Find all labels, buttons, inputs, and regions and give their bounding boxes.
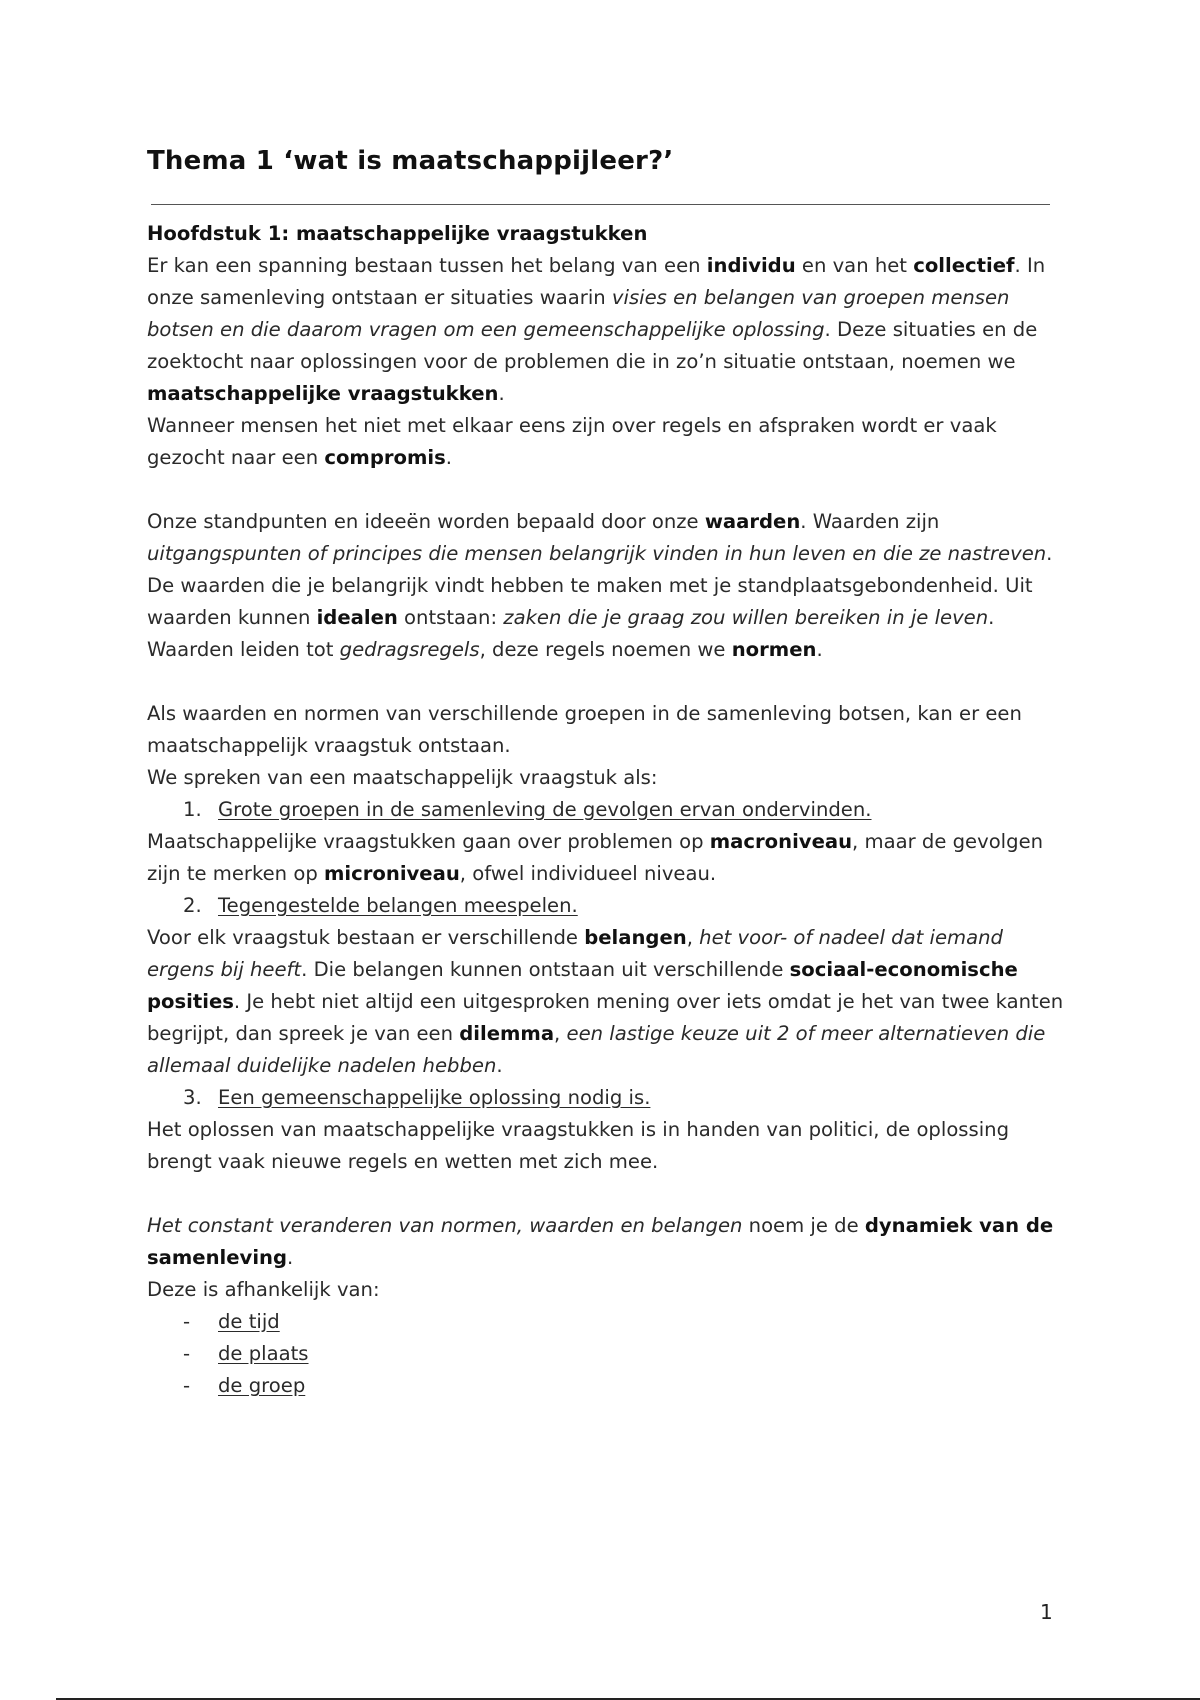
list-marker: 2. [183,894,202,917]
criteria-item-1 [147,794,1067,826]
criteria-text-1 [147,826,1067,890]
paragraph-dynamiek [147,1210,1067,1274]
list-marker: 3. [183,1086,202,1109]
term-dynamiek: dynamiek van de samenleving [147,1214,1054,1269]
dependency-label: de plaats [218,1342,309,1365]
text-span: en van het [795,254,914,277]
text-span: ontstaan: [397,606,504,629]
text-span: Onze standpunten en ideeën worden bepaald door onze [147,510,705,533]
text-span: . Deze situaties en de zoektocht naar oplossingen voor de problemen die in zo’n situatie ontstaan, noemen we [147,318,1038,373]
emphasis-text: visies en belangen van groepen mensen botsen en die daarom vragen om een gemeenschappelijke oplossing [147,286,1010,341]
document-body [147,218,1067,1402]
term-sociaal-economische-posities: sociaal-economische posities [147,958,1018,1013]
term-microniveau: microniveau [324,862,460,885]
text-span: . Die belangen kunnen ontstaan uit verschillende [301,958,790,981]
text-span: Maatschappelijke vraagstukken gaan over problemen op [147,830,710,853]
text-span: Voor elk vraagstuk bestaan er verschillende [147,926,585,949]
paragraph-botsen: Als waarden en normen van verschillende groepen in de samenleving botsen, kan er een maatschappelijk vraagstuk ontstaan. [147,702,1022,757]
emphasis-text: gedragsregels [339,638,480,661]
text-span: . [445,446,453,469]
document-title: Thema 1 ‘wat is maatschappijleer?’ [147,146,674,176]
emphasis-text: Het constant veranderen van normen, waarden en belangen [147,1214,743,1237]
paragraph-waarden [147,506,1067,666]
paragraph-spacer [147,666,1067,698]
page-number: 1 [1040,1600,1053,1624]
term-collectief: collectief [913,254,1015,277]
chapter-heading: Hoofdstuk 1: maatschappelijke vraagstukken [147,222,648,245]
criteria-item-2 [147,890,1067,922]
term-compromis: compromis [324,446,446,469]
term-waarden: waarden [704,510,801,533]
term-macroniveau: macroniveau [709,830,853,853]
list-marker: - [183,1342,191,1365]
text-span: , deze regels noemen we [479,638,732,661]
text-span: . [816,638,823,661]
text-span: . [496,1054,503,1077]
emphasis-text: zaken die je graag zou willen bereiken in je leven [503,606,989,629]
text-span: Er kan een spanning bestaan tussen het belang van een [147,254,707,277]
text-span: Wanneer mensen het niet met elkaar eens zijn over regels en afspraken wordt er vaak gezocht naar een [147,414,997,469]
text-span: . In onze samenleving ontstaan er situaties waarin [147,254,1046,309]
text-span: . Waarden leiden tot [147,606,995,661]
term-dilemma: dilemma [459,1022,555,1045]
dependency-item [147,1338,1067,1370]
paragraph-individual-collective [147,250,1067,410]
dependency-label: de groep [218,1374,306,1397]
paragraph-afhankelijk: Deze is afhankelijk van: [147,1278,380,1301]
criteria-text-2 [147,922,1067,1082]
text-span: , [554,1022,567,1045]
list-marker: 1. [183,798,202,821]
term-maatschappelijke-vraagstukken: maatschappelijke vraagstukken [147,382,499,405]
text-span: noem je de [742,1214,865,1237]
paragraph-spacer [147,474,1067,506]
term-idealen: idealen [316,606,398,629]
term-belangen: belangen [584,926,687,949]
term-normen: normen [731,638,817,661]
criteria-label: Grote groepen in de samenleving de gevolgen ervan ondervinden. [218,798,872,821]
dependency-label: de tijd [218,1310,280,1333]
term-individu: individu [706,254,796,277]
text-span: . Je hebt niet altijd een uitgesproken mening over iets omdat je het van twee kanten begrijpt, dan spreek je van een [147,990,1064,1045]
criteria-text-3: Het oplossen van maatschappelijke vraagstukken is in handen van politici, de oplossing brengt vaak nieuwe regels en wetten met zich mee. [147,1118,1010,1173]
text-span: . [287,1246,294,1269]
criteria-label: Een gemeenschappelijke oplossing nodig is. [218,1086,651,1109]
text-span: , maar de gevolgen zijn te merken op [147,830,1044,885]
text-span: , [686,926,700,949]
paragraph-compromis [147,410,1067,474]
criteria-item-3 [147,1082,1067,1114]
list-marker: - [183,1374,191,1397]
text-span: . Waarden zijn [800,510,940,533]
dependency-item [147,1370,1067,1402]
list-marker: - [183,1310,191,1333]
paragraph-criteria-intro: We spreken van een maatschappelijk vraagstuk als: [147,766,658,789]
dependency-item [147,1306,1067,1338]
emphasis-text: een lastige keuze uit 2 of meer alternatieven die allemaal duidelijke nadelen hebben [147,1022,1046,1077]
emphasis-text: het voor- of nadeel dat iemand ergens bij heeft [147,926,1003,981]
title-divider [151,204,1050,205]
paragraph-spacer [147,1178,1067,1210]
text-span: . [498,382,505,405]
emphasis-text: uitgangspunten of principes die mensen belangrijk vinden in hun leven en die ze nastreven [147,542,1047,565]
criteria-label: Tegengestelde belangen meespelen. [218,894,578,917]
text-span: , ofwel individueel niveau. [459,862,717,885]
text-span: . De waarden die je belangrijk vindt hebben te maken met je standplaatsgebondenheid. Uit waarden kunnen [147,542,1053,629]
